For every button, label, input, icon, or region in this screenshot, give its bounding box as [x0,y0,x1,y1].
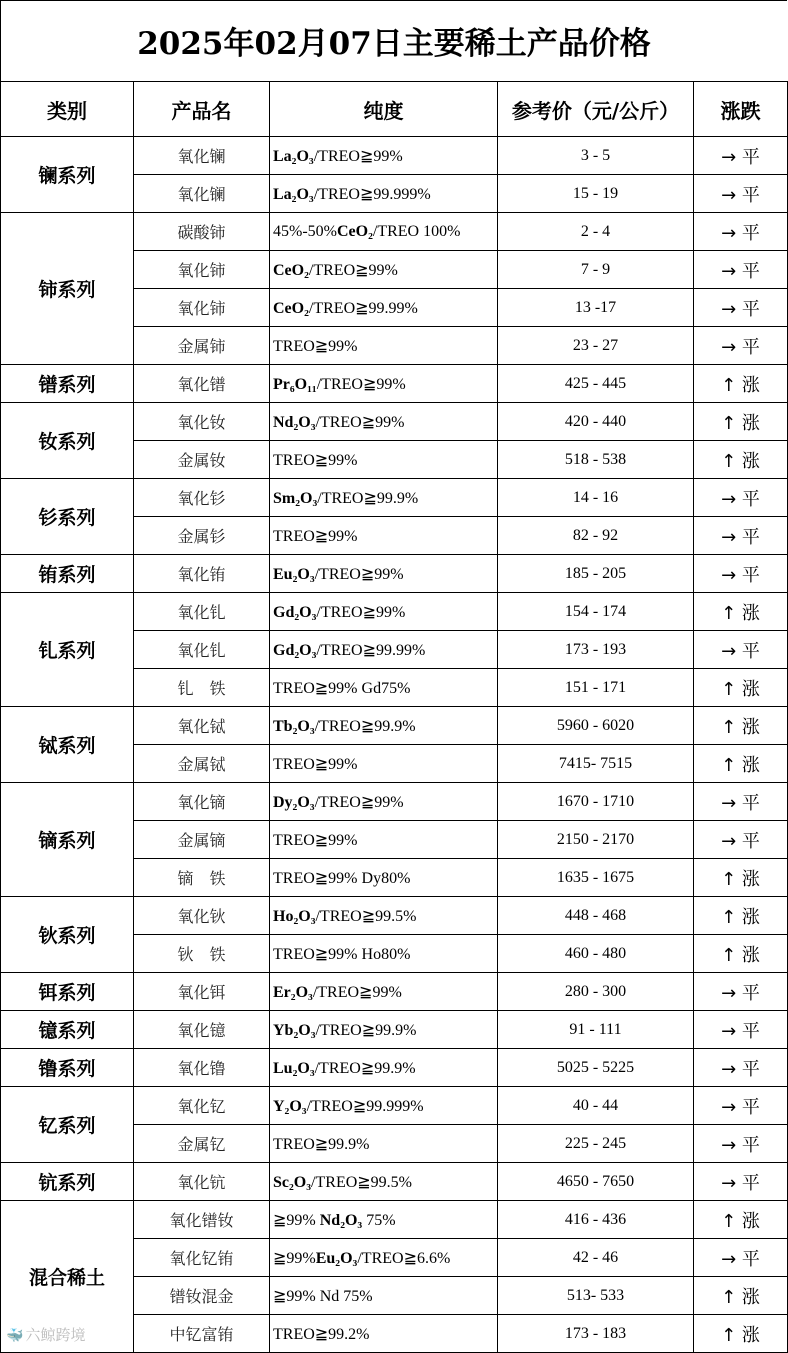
trend-cell: ↑ 涨 [694,365,788,403]
purity-cell [270,707,498,745]
price-cell: 42 - 46 [498,1239,694,1277]
trend-cell: → 平 [694,289,788,327]
table-row [1,403,788,441]
trend-cell: → 平 [694,327,788,365]
purity-text: Sc₂O₃ [273,1173,312,1191]
product-cell: 金属铈 [134,327,270,365]
category-cell: 镝系列 [1,783,134,897]
header-category: 类别 [1,82,134,137]
product-cell: 中钇富铕 [134,1315,270,1353]
product-cell: 氧化镝 [134,783,270,821]
trend-cell: ↑ 涨 [694,441,788,479]
price-cell: 416 - 436 [498,1201,694,1239]
product-cell: 金属镝 [134,821,270,859]
purity-text: TREO≧99% [273,451,358,469]
purity-text: CeO₂ [273,261,309,279]
price-cell: 1670 - 1710 [498,783,694,821]
product-cell: 氧化铈 [134,251,270,289]
price-cell: 91 - 111 [498,1011,694,1049]
purity-text: Y₂O₃ [273,1097,307,1115]
purity-text: TREO≧99% [273,337,358,355]
purity-text: /TREO≧99% [314,565,404,583]
category-cell: 铈系列 [1,213,134,365]
category-cell: 镧系列 [1,137,134,213]
price-cell: 7 - 9 [498,251,694,289]
purity-text: Ho₂O₃ [273,907,316,925]
table-row [1,593,788,631]
product-cell: 氧化铕 [134,555,270,593]
price-cell: 23 - 27 [498,327,694,365]
purity-text: TREO≧99.2% [273,1325,370,1343]
product-cell: 金属铽 [134,745,270,783]
trend-cell: → 平 [694,137,788,175]
purity-text: /TREO≧99.999% [306,1097,424,1115]
product-cell: 氧化钆 [134,631,270,669]
page-title: 2025年02月07日主要稀土产品价格 [0,0,788,82]
price-cell: 280 - 300 [498,973,694,1011]
price-cell: 14 - 16 [498,479,694,517]
purity-text: /TREO≧99% [314,793,404,811]
purity-text: /TREO≧99.9% [314,1059,416,1077]
purity-text: ≧99% [273,1211,320,1229]
trend-cell: → 平 [694,631,788,669]
purity-text: 45%-50% [273,222,337,240]
category-cell: 铒系列 [1,973,134,1011]
purity-text: 75% [362,1211,396,1229]
purity-cell [270,821,498,859]
product-cell: 氧化镥 [134,1049,270,1087]
price-cell: 151 - 171 [498,669,694,707]
purity-text: /TREO≧99.9% [315,1021,417,1039]
purity-text: Lu₂O₃ [273,1059,315,1077]
purity-text: Nd₂O₃ [273,413,316,431]
table-row [1,213,788,251]
purity-cell [270,973,498,1011]
product-cell: 氧化钬 [134,897,270,935]
purity-text: CeO₂ [273,299,309,317]
trend-cell: → 平 [694,821,788,859]
purity-text: /TREO≧99.99% [308,299,418,317]
purity-text: /TREO≧99.5% [311,1173,412,1191]
trend-cell: → 平 [694,1125,788,1163]
purity-text: ≧99% Nd 75% [273,1287,373,1305]
purity-text: /TREO≧99% [308,261,398,279]
table-row [1,897,788,935]
purity-cell [270,517,498,555]
purity-text: /TREO≧99% [312,983,402,1001]
purity-text: /TREO≧6.6% [357,1249,451,1267]
price-cell: 225 - 245 [498,1125,694,1163]
product-cell: 氧化钐 [134,479,270,517]
trend-cell: ↑ 涨 [694,1277,788,1315]
product-cell: 钆 铁 [134,669,270,707]
category-cell: 混合稀土 [1,1201,134,1353]
category-cell: 钇系列 [1,1087,134,1163]
trend-cell: → 平 [694,517,788,555]
purity-text: /TREO≧99.9% [317,489,419,507]
category-cell: 钪系列 [1,1163,134,1201]
trend-cell: ↑ 涨 [694,897,788,935]
purity-text: TREO≧99% [273,527,358,545]
table-row [1,1049,788,1087]
product-cell: 镨钕混金 [134,1277,270,1315]
purity-text: CeO₂ [336,222,373,240]
purity-text: La₂O₃ [273,147,314,165]
category-cell: 镨系列 [1,365,134,403]
purity-cell [270,1239,498,1277]
trend-cell: ↑ 涨 [694,745,788,783]
table-row [1,137,788,175]
purity-text: Dy₂O₃ [273,793,315,811]
purity-cell [270,593,498,631]
price-cell: 460 - 480 [498,935,694,973]
purity-cell [270,631,498,669]
price-cell: 185 - 205 [498,555,694,593]
table-row [1,555,788,593]
table-row [1,1163,788,1201]
purity-text: Pr₆O₁₁ [273,375,317,393]
purity-cell [270,365,498,403]
trend-cell: ↑ 涨 [694,707,788,745]
product-cell: 氧化镨 [134,365,270,403]
purity-cell [270,1049,498,1087]
purity-text: /TREO≧99.5% [315,907,417,925]
product-cell: 氧化铒 [134,973,270,1011]
purity-cell [270,441,498,479]
price-cell: 513- 533 [498,1277,694,1315]
trend-cell: → 平 [694,1163,788,1201]
table-row [1,1201,788,1239]
trend-cell: ↑ 涨 [694,593,788,631]
price-cell: 518 - 538 [498,441,694,479]
trend-cell: → 平 [694,251,788,289]
trend-cell: → 平 [694,479,788,517]
price-cell: 425 - 445 [498,365,694,403]
purity-text: /TREO≧99% [316,375,406,393]
purity-cell [270,289,498,327]
product-cell: 氧化镱 [134,1011,270,1049]
price-cell: 82 - 92 [498,517,694,555]
trend-cell: ↑ 涨 [694,859,788,897]
purity-text: Tb₂O₃ [273,717,315,735]
price-cell: 2 - 4 [498,213,694,251]
category-cell: 钕系列 [1,403,134,479]
category-cell: 钆系列 [1,593,134,707]
table-row [1,1011,788,1049]
purity-text: La₂O₃ [273,185,314,203]
price-cell: 13 -17 [498,289,694,327]
purity-cell [270,479,498,517]
watermark-text: 六鲸跨境 [25,1326,86,1344]
header-purity: 纯度 [270,82,498,137]
trend-cell: ↑ 涨 [694,935,788,973]
trend-cell: → 平 [694,1049,788,1087]
product-cell: 金属钇 [134,1125,270,1163]
product-cell: 氧化镨钕 [134,1201,270,1239]
purity-cell [270,1315,498,1353]
price-cell: 1635 - 1675 [498,859,694,897]
category-cell: 镱系列 [1,1011,134,1049]
purity-cell [270,783,498,821]
trend-cell: → 平 [694,1011,788,1049]
price-cell: 40 - 44 [498,1087,694,1125]
purity-cell [270,213,498,251]
category-cell: 铕系列 [1,555,134,593]
purity-cell [270,403,498,441]
purity-text: ≧99% [273,1249,316,1267]
purity-text: /TREO≧99.999% [313,185,431,203]
watermark [6,1324,85,1345]
purity-text: TREO≧99% Gd75% [273,679,411,697]
product-cell: 镝 铁 [134,859,270,897]
trend-cell: → 平 [694,783,788,821]
purity-cell [270,137,498,175]
trend-cell: → 平 [694,555,788,593]
price-cell: 15 - 19 [498,175,694,213]
purity-text: /TREO≧99% [316,603,406,621]
trend-cell: → 平 [694,973,788,1011]
product-cell: 氧化钇 [134,1087,270,1125]
purity-text: /TREO 100% [372,222,461,240]
product-cell: 碳酸铈 [134,213,270,251]
purity-text: TREO≧99.9% [273,1135,370,1153]
purity-cell [270,1125,498,1163]
price-cell: 4650 - 7650 [498,1163,694,1201]
price-cell: 448 - 468 [498,897,694,935]
purity-text: TREO≧99% [273,831,358,849]
purity-text: /TREO≧99.99% [316,641,426,659]
trend-cell: ↑ 涨 [694,403,788,441]
header-price: 参考价（元/公斤） [498,82,694,137]
purity-text: TREO≧99% [273,755,358,773]
product-cell: 氧化钕 [134,403,270,441]
product-cell: 氧化钪 [134,1163,270,1201]
trend-cell: ↑ 涨 [694,1315,788,1353]
purity-text: TREO≧99% Ho80% [273,945,411,963]
purity-text: Yb₂O₃ [273,1021,316,1039]
product-cell: 氧化镧 [134,175,270,213]
product-cell: 氧化镧 [134,137,270,175]
purity-text: Eu₂O₃ [315,1249,358,1267]
purity-text: /TREO≧99% [315,413,405,431]
header-row [1,82,788,137]
purity-text: Gd₂O₃ [273,641,317,659]
trend-cell: → 平 [694,213,788,251]
purity-cell [270,1277,498,1315]
table-row [1,1087,788,1125]
purity-cell [270,251,498,289]
price-cell: 173 - 183 [498,1315,694,1353]
product-cell: 金属钕 [134,441,270,479]
purity-text: /TREO≧99% [313,147,403,165]
purity-text: Gd₂O₃ [273,603,317,621]
price-cell: 154 - 174 [498,593,694,631]
header-trend: 涨跌 [694,82,788,137]
price-cell: 173 - 193 [498,631,694,669]
product-cell: 氧化铽 [134,707,270,745]
purity-cell [270,1087,498,1125]
purity-cell [270,175,498,213]
price-cell: 2150 - 2170 [498,821,694,859]
category-cell: 钬系列 [1,897,134,973]
purity-text: TREO≧99% Dy80% [273,869,411,887]
purity-cell [270,897,498,935]
purity-text: /TREO≧99.9% [314,717,416,735]
table-row [1,783,788,821]
price-cell: 3 - 5 [498,137,694,175]
purity-cell [270,1201,498,1239]
watermark-logo-icon: 🐳 [6,1328,24,1344]
price-cell: 7415- 7515 [498,745,694,783]
purity-text: Eu₂O₃ [273,565,315,583]
purity-cell [270,859,498,897]
trend-cell: ↑ 涨 [694,669,788,707]
purity-text: Sm₂O₃ [273,489,318,507]
purity-cell [270,1011,498,1049]
product-cell: 钬 铁 [134,935,270,973]
product-cell: 氧化钆 [134,593,270,631]
purity-cell [270,745,498,783]
trend-cell: → 平 [694,1087,788,1125]
purity-text: Er₂O₃ [273,983,313,1001]
price-cell: 5025 - 5225 [498,1049,694,1087]
category-cell: 铽系列 [1,707,134,783]
product-cell: 氧化铈 [134,289,270,327]
trend-cell: → 平 [694,1239,788,1277]
table-row [1,973,788,1011]
purity-cell [270,669,498,707]
table-row [1,365,788,403]
table-row [1,479,788,517]
purity-cell [270,935,498,973]
purity-text: Nd₂O₃ [319,1211,363,1229]
price-cell: 5960 - 6020 [498,707,694,745]
header-product: 产品名 [134,82,270,137]
trend-cell: ↑ 涨 [694,1201,788,1239]
product-cell: 金属钐 [134,517,270,555]
table-row [1,707,788,745]
price-table [0,81,788,1353]
product-cell: 氧化钇铕 [134,1239,270,1277]
category-cell: 镥系列 [1,1049,134,1087]
purity-cell [270,555,498,593]
price-cell: 420 - 440 [498,403,694,441]
category-cell: 钐系列 [1,479,134,555]
purity-cell [270,1163,498,1201]
trend-cell: → 平 [694,175,788,213]
purity-cell [270,327,498,365]
